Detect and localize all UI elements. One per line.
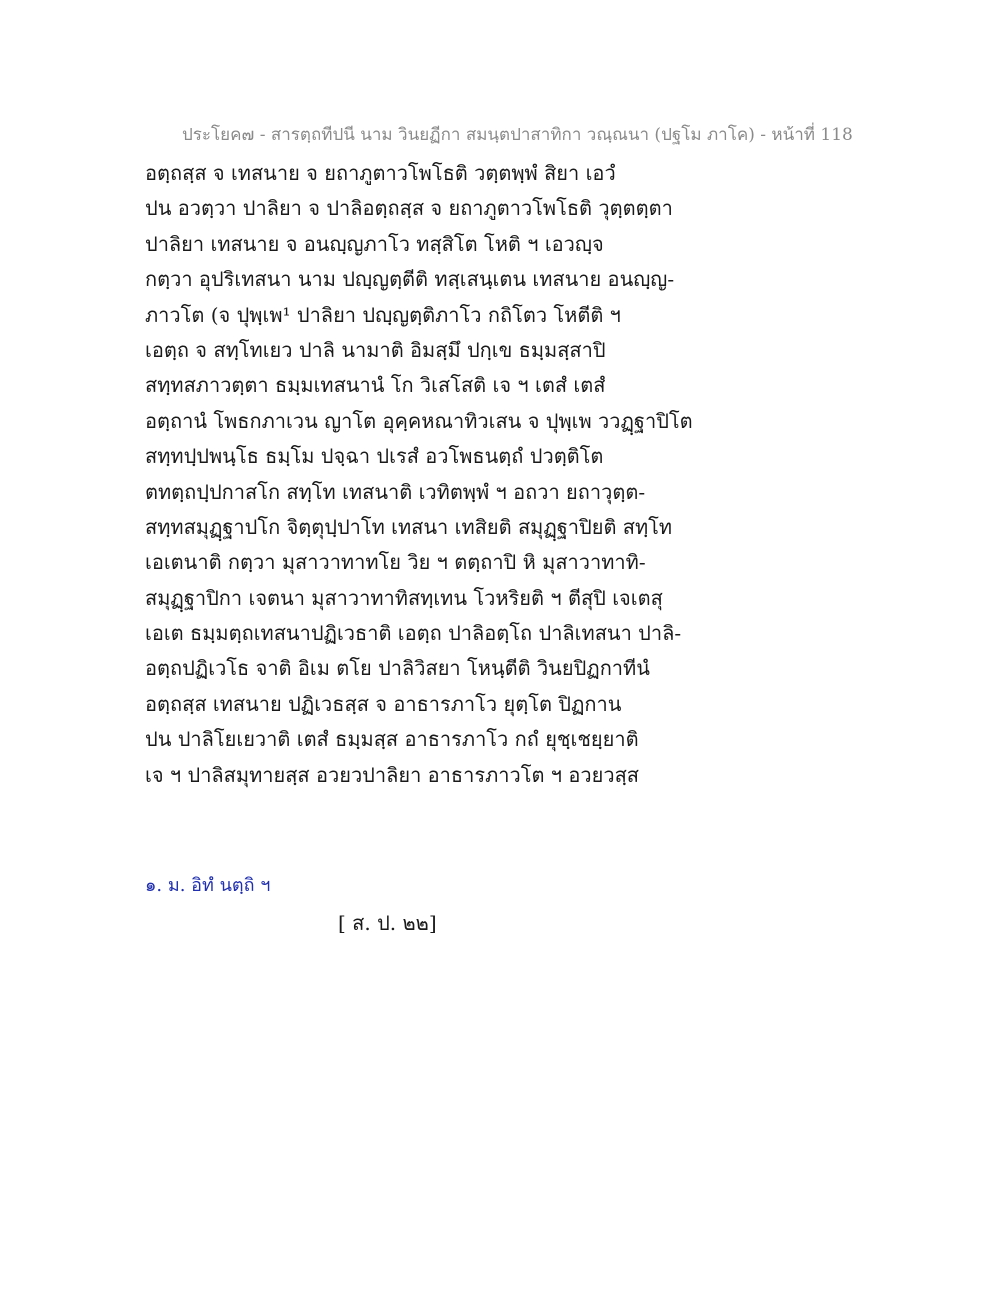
text-line: อตฺถสฺส จ เทสนาย จ ยถาภูตาวโพโธติ วตฺตพฺพํ สิยา เอวํ <box>145 161 616 185</box>
text-line: อตฺถสฺส เทสนาย ปฏิเวธสฺส จ อาธารภาโว ยุตฺโต ปิฏกาน <box>145 691 622 716</box>
text-line: เจ ฯ ปาลิสมุทายสฺส อวยวปาลิยา อาธารภาวโต ฯ อวยวสฺส <box>145 762 640 787</box>
text-line: สมุฏฺฐาปิกา เจตนา มุสาวาทาทิสทฺเทน โวหริยติ ฯ ตีสุปิ เจเตสุ <box>145 585 663 610</box>
text-line: ตทตฺถปฺปกาสโก สทฺโท เทสนาติ เวทิตพฺพํ ฯ อถวา ยถาวุตฺต- <box>145 479 646 504</box>
text-line: สทฺทปฺปพนฺโธ ธมฺโม ปจฺฉา ปเรสํ อวโพธนตฺถํ ปวตฺติโต <box>145 444 604 469</box>
text-line: เอตฺถ จ สทฺโทเยว ปาลิ นามาติ อิมสฺมึ ปกฺเข ธมฺมสฺสาปิ <box>145 337 606 362</box>
text-line: กตฺวา อุปริเทสนา นาม ปญฺญตฺตีติ ทสฺเสนฺเตน เทสนาย อนญฺญ- <box>145 267 675 292</box>
text-line: อตฺถานํ โพธกภาเวน ญาโต อุคฺคหณาทิวเสน จ ปุพฺเพ ววฏฺฐาปิโต <box>145 408 693 433</box>
text-line: สทฺทสมุฏฺฐาปโก จิตฺตุปฺปาโท เทสนา เทสิยติ สมุฏฺฐาปิยติ สทฺโท <box>145 514 673 539</box>
page-reference: [ ส. ป. ๒๒] <box>338 911 437 935</box>
footnote: ๑. ม. อิทํ นตฺถิ ฯ <box>145 875 271 896</box>
text-line: ปน อวตฺวา ปาลิยา จ ปาลิอตฺถสฺส จ ยถาภูตาวโพโธติ วุตฺตตฺตา <box>145 196 673 221</box>
text-line: ภาวโต (จ ปุพฺเพ¹ ปาลิยา ปญฺญตฺติภาโว กถิโตว โหตีติ ฯ <box>145 302 621 327</box>
text-line: ปน ปาลิโยเยวาติ เตสํ ธมฺมสฺส อาธารภาโว กถํ ยุชฺเชยฺยาติ <box>145 727 639 752</box>
text-line: เอเต ธมฺมตฺถเทสนาปฏิเวธาติ เอตฺถ ปาลิอตฺโถ ปาลิเทสนา ปาลิ- <box>145 621 682 646</box>
text-line: สทฺทสภาวตฺตา ธมฺมเทสนานํ โก วิเสโสติ เจ ฯ เตสํ เตสํ <box>145 373 606 398</box>
text-line: เอเตนาติ กตฺวา มุสาวาทาทโย วิย ฯ ตตฺถาปิ หิ มุสาวาทาทิ- <box>145 550 646 575</box>
running-header: ประโยค๗ - สารตฺถทีปนี นาม วินยฏีกา สมนฺตปาสาทิกา วณฺณนา (ปฐโม ภาโค) - หน้าที่ 118 <box>182 125 853 145</box>
text-line: อตฺถปฏิเวโธ จาติ อิเม ตโย ปาลิวิสยา โหนฺตีติ วินยปิฏกาทีนํ <box>145 656 650 681</box>
body-text <box>145 156 845 793</box>
text-line: ปาลิยา เทสนาย จ อนญฺญภาโว ทสฺสิโต โหติ ฯ เอวญฺจ <box>145 231 604 256</box>
